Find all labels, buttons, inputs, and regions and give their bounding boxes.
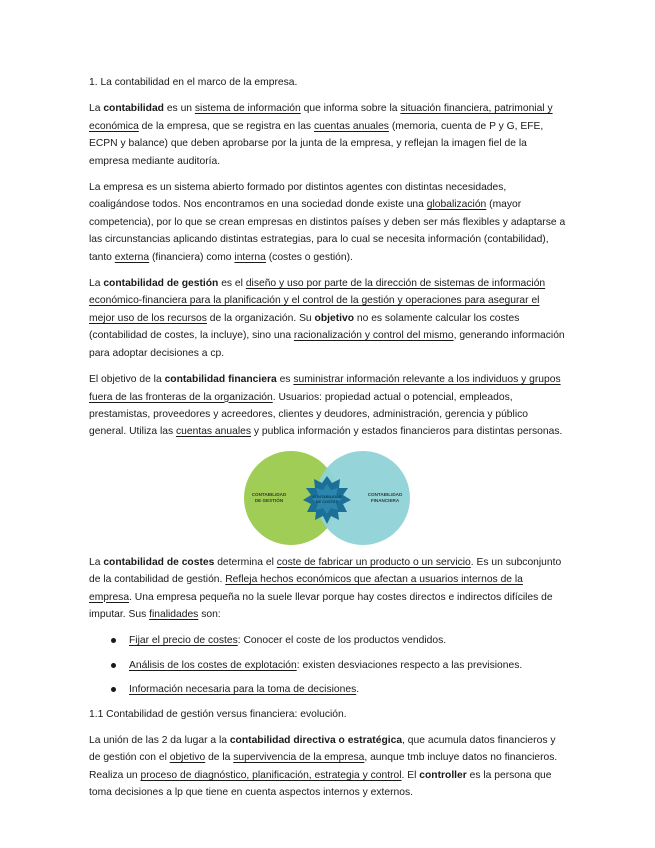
text: es la persona que toma decisiones a lp que tiene en cuenta aspectos internos y externos. [89, 769, 552, 799]
paragraph-contabilidad-directiva [89, 732, 567, 802]
text: de la [205, 752, 234, 764]
section-heading-1: 1. La contabilidad en el marco de la empresa. [89, 77, 298, 88]
paragraph-contabilidad-gestion [89, 275, 567, 362]
text: , aunque tmb incluye datos no financieros. Realiza un [89, 752, 558, 781]
text: La [89, 103, 104, 115]
venn-diagram [89, 450, 567, 546]
text: . Usuarios: propiedad actual o potencial, empleados, prestamistas, proveedores y acreedores, clientes y deudores, administración, gerencia y público general. Utiliza las [89, 391, 528, 438]
label-center-2: DE COSTES [315, 498, 339, 504]
bullet-icon [111, 687, 116, 692]
bold-term: controller [419, 769, 467, 781]
text: y publica información y estados financieros para distintas personas. [251, 426, 563, 438]
paragraph-contabilidad-financiera [89, 371, 567, 441]
bold-term: contabilidad de costes [103, 556, 215, 568]
text: : existen desviaciones respecto a las previsiones. [296, 659, 523, 671]
label-right-1: CONTABILIDAD [367, 491, 403, 497]
underlined-term: Fijar el precio de costes [129, 635, 238, 647]
section-heading-2: 1.1 Contabilidad de gestión versus financiera: evolución. [89, 708, 347, 720]
list-item [89, 681, 567, 698]
text: es un [163, 103, 195, 115]
underlined-term: coste de fabricar un producto o un servicio [276, 556, 471, 568]
underlined-term: Información necesaria para la toma de decisiones [129, 684, 357, 696]
underlined-term: globalización [426, 199, 487, 211]
paragraph-empresa [89, 179, 567, 266]
text: es [276, 374, 294, 386]
underlined-term: cuentas anuales [313, 120, 389, 132]
bold-term: contabilidad directiva o estratégica [229, 734, 403, 746]
underlined-term: objetivo [169, 752, 206, 764]
text: , que acumula datos financieros y de gestión con el [89, 734, 556, 764]
label-center-1: CONTABILIDAD [312, 493, 342, 499]
text: (costes o gestión). [265, 251, 353, 263]
underlined-term: interna [234, 251, 266, 263]
text: es el [218, 278, 246, 290]
text: de la empresa, que se registra en las [138, 120, 314, 132]
underlined-term: cuentas anuales [176, 426, 251, 438]
label-left-1: CONTABILIDAD [251, 491, 287, 497]
underlined-term: diseño y uso por parte de la dirección de sistemas de información económico-financiera para la planificación y el control de la gestión y operaciones para asegurar el mejor uso de los recursos [89, 278, 546, 324]
list-item [89, 632, 567, 649]
text: que informa sobre la [300, 103, 401, 115]
underlined-term: externa [114, 251, 150, 263]
paragraph-contabilidad [89, 100, 567, 170]
text: de la organización. Su [206, 312, 315, 324]
underlined-term: Análisis de los costes de explotación [129, 659, 297, 671]
bold-term: contabilidad [103, 103, 164, 115]
text: , generando información para adoptar decisiones a cp. [89, 330, 565, 359]
bullet-icon [111, 663, 116, 668]
text: La [89, 556, 104, 568]
underlined-term: Refleja hechos económicos que afectan a usuarios internos de la empresa [89, 574, 523, 603]
text: determina el [214, 556, 277, 568]
text: son: [198, 608, 221, 620]
text: La empresa es un sistema abierto formado por distintos agentes con distintas necesidades, coaligándose todos. Nos encontramos en una sociedad donde existe una [89, 182, 507, 211]
bold-term: objetivo [314, 312, 355, 324]
text: (memoria, cuenta de P y G, EFE, ECPN y balance) que deben aprobarse por la junta de la empresa, y reflejan la imagen fiel de la empresa mediante auditoría. [89, 120, 544, 167]
underlined-term: racionalización y control del mismo [293, 330, 454, 342]
bold-term: contabilidad de gestión [103, 278, 219, 290]
venn-diagram-graphic [239, 450, 415, 546]
text: La unión de las 2 da lugar a la [89, 734, 230, 746]
text: . [356, 684, 360, 696]
underlined-term: situación financiera, patrimonial y económica [89, 103, 553, 132]
text: no es solamente calcular los costes (contabilidad de costes, la incluye), sino una [89, 312, 520, 342]
bullet-icon [111, 638, 116, 643]
bold-term: contabilidad financiera [164, 374, 277, 386]
underlined-term: suministrar información relevante a los individuos y grupos fuera de las fronteras de la organización [89, 374, 561, 403]
list-item [89, 657, 567, 674]
text: El objetivo de la [89, 374, 165, 386]
underlined-term: finalidades [149, 608, 199, 620]
underlined-term: sistema de información [194, 103, 301, 115]
text: . El [401, 769, 420, 781]
text: : Conocer el coste de los productos vendidos. [237, 635, 447, 647]
text: . Es un subconjunto de la contabilidad de gestión. [89, 556, 562, 586]
text: (financiera) como [149, 251, 235, 263]
text: La [89, 278, 104, 290]
label-left-2: DE GESTIÓN [254, 497, 284, 503]
paragraph-contabilidad-costes [89, 554, 567, 624]
underlined-term: supervivencia de la empresa [233, 752, 365, 764]
text: . Una empresa pequeña no la suele llevar porque hay costes directos e indirectos difíciles de imputar. Sus [89, 591, 553, 620]
finalidades-list [89, 632, 567, 698]
underlined-term: proceso de diagnóstico, planificación, estrategia y control [140, 769, 402, 781]
document-body [89, 74, 567, 811]
label-right-2: FINANCIERA [370, 497, 400, 503]
text: (mayor competencia), por lo que se crean empresas en distintos países y deben ser más flexibles y adaptarse a las circunstancias aplicando distintas estrategias, para lo cual se necesita información (contabilidad), tanto [89, 199, 566, 263]
